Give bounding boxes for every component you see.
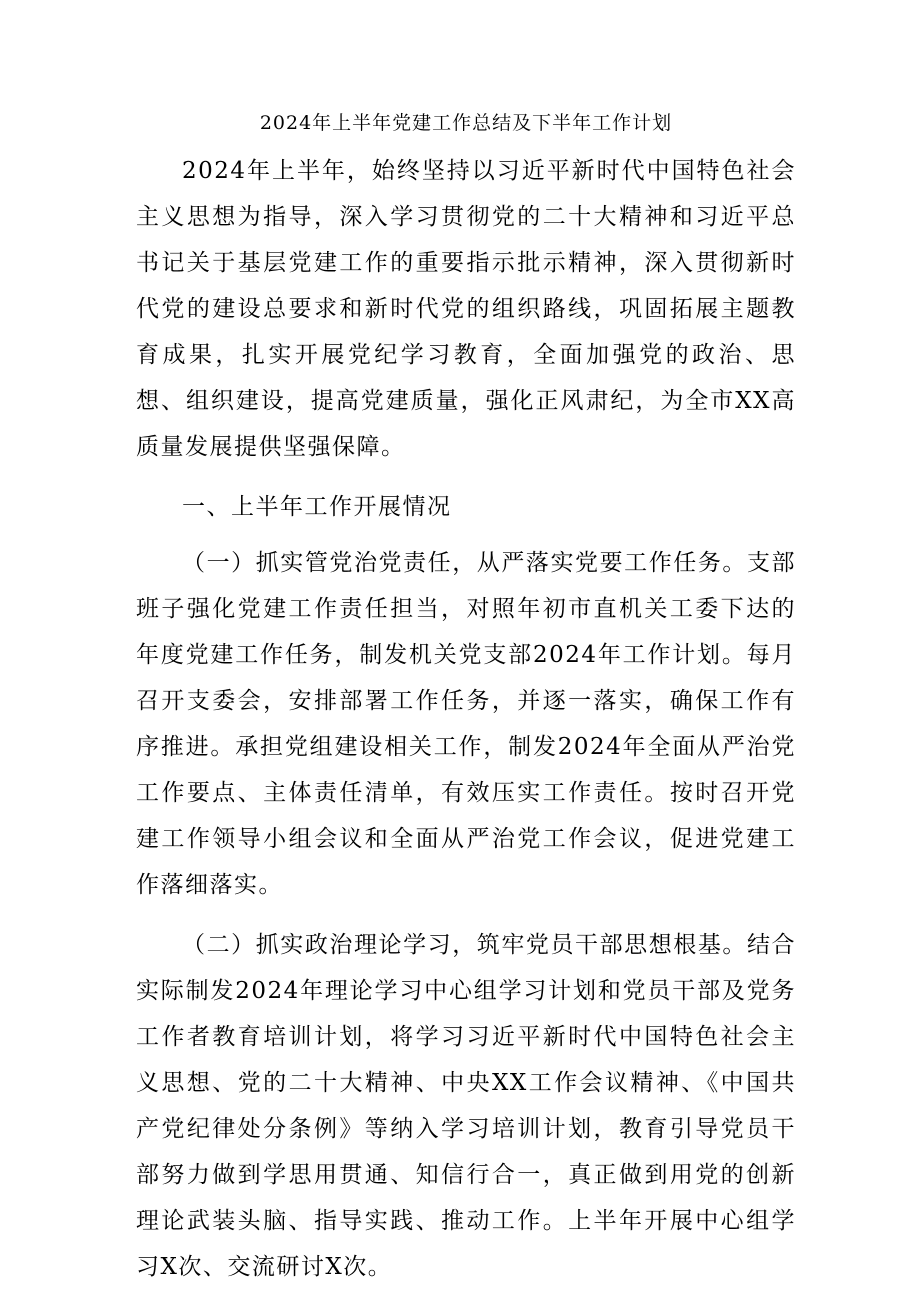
section-heading: 一、上半年工作开展情况 <box>182 494 452 520</box>
document-page <box>136 110 796 1290</box>
document-title: 2024年上半年党建工作总结及下半年工作计划 <box>259 112 673 134</box>
intro-paragraph: 2024年上半年，始终坚持以习近平新时代中国特色社会主义思想为指导，深入学习贯彻党的二十大精神和习近平总书记关于基层党建工作的重要指示批示精神，深入贯彻新时代党的建设总要求和新时代党的组织路线，巩固拓展主题教育成果，扎实开展党纪学习教育，全面加强党的政治、思想、组织建设，提高党建质量，强化正风肃纪，为全市XX高质量发展提供坚强保障。 <box>136 158 796 460</box>
item-1-paragraph: （一）抓实管党治党责任，从严落实党要工作任务。支部班子强化党建工作责任担当，对照年初市直机关工委下达的年度党建工作任务，制发机关党支部2024年工作计划。每月召开支委会，安排部署工作任务，并逐一落实，确保工作有序推进。承担党组建设相关工作，制发2024年全面从严治党工作要点、主体责任清单，有效压实工作责任。按时召开党建工作领导小组会议和全面从严治党工作会议，促进党建工作落细落实。 <box>136 550 796 898</box>
item-2-paragraph: （二）抓实政治理论学习，筑牢党员干部思想根基。结合实际制发2024年理论学习中心组学习计划和党员干部及党务工作者教育培训计划，将学习习近平新时代中国特色社会主义思想、党的二十大精神、中央XX工作会议精神、《中国共产党纪律处分条例》等纳入学习培训计划，教育引导党员干部努力做到学思用贯通、知信行合一，真正做到用党的创新理论武装头脑、指导实践、推动工作。上半年开展中心组学习X次、交流研讨X次。 <box>136 932 796 1280</box>
